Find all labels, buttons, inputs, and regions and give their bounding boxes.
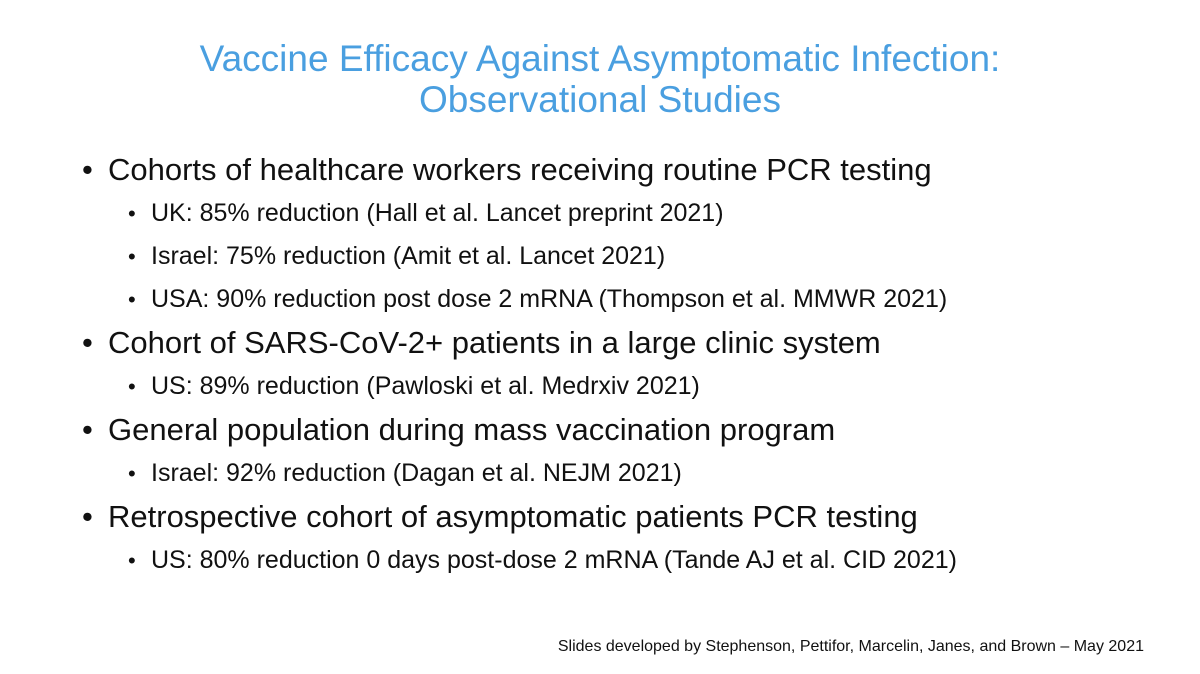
sub-bullet-text: US: 89% reduction (Pawloski et al. Medrxiv 2021) [151, 372, 700, 400]
sub-bullet-text: UK: 85% reduction (Hall et al. Lancet preprint 2021) [151, 199, 724, 227]
slide-title-line-1: Vaccine Efficacy Against Asymptomatic Infection: [199, 38, 1001, 79]
sub-bullet [82, 278, 1172, 321]
bullet-heading-text: General population during mass vaccination program [108, 412, 836, 447]
bullet-heading [82, 495, 1172, 539]
sub-bullet-text: USA: 90% reduction post dose 2 mRNA (Thompson et al. MMWR 2021) [151, 285, 948, 313]
bullet-icon: • [128, 548, 136, 573]
bullet-icon: • [128, 287, 136, 312]
bullet-icon: • [82, 152, 93, 187]
bullet-heading [82, 408, 1172, 452]
sub-bullet-text: Israel: 92% reduction (Dagan et al. NEJM 2021) [151, 459, 682, 487]
slide-title [0, 38, 1200, 120]
bullet-heading-text: Cohort of SARS-CoV-2+ patients in a large clinic system [108, 325, 881, 360]
sub-bullet [82, 452, 1172, 495]
sub-bullet-text: Israel: 75% reduction (Amit et al. Lancet 2021) [151, 242, 666, 270]
sub-bullet-text: US: 80% reduction 0 days post-dose 2 mRNA (Tande AJ et al. CID 2021) [151, 546, 957, 574]
bullet-icon: • [82, 325, 93, 360]
sub-bullet [82, 365, 1172, 408]
sub-bullet [82, 192, 1172, 235]
bullet-heading-text: Retrospective cohort of asymptomatic patients PCR testing [108, 499, 918, 534]
bullet-icon: • [128, 201, 136, 226]
bullet-icon: • [128, 244, 136, 269]
bullet-icon: • [82, 412, 93, 447]
bullet-heading [82, 148, 1172, 192]
slide-title-line-2: Observational Studies [419, 79, 781, 120]
sub-bullet [82, 235, 1172, 278]
sub-bullet [82, 539, 1172, 582]
bullet-icon: • [128, 461, 136, 486]
bullet-heading [82, 321, 1172, 365]
slide-footer-credit: Slides developed by Stephenson, Pettifor, Marcelin, Janes, and Brown – May 2021 [557, 638, 1144, 655]
bullet-heading-text: Cohorts of healthcare workers receiving routine PCR testing [108, 152, 932, 187]
bullet-list [82, 148, 1172, 582]
bullet-icon: • [82, 499, 93, 534]
bullet-icon: • [128, 374, 136, 399]
